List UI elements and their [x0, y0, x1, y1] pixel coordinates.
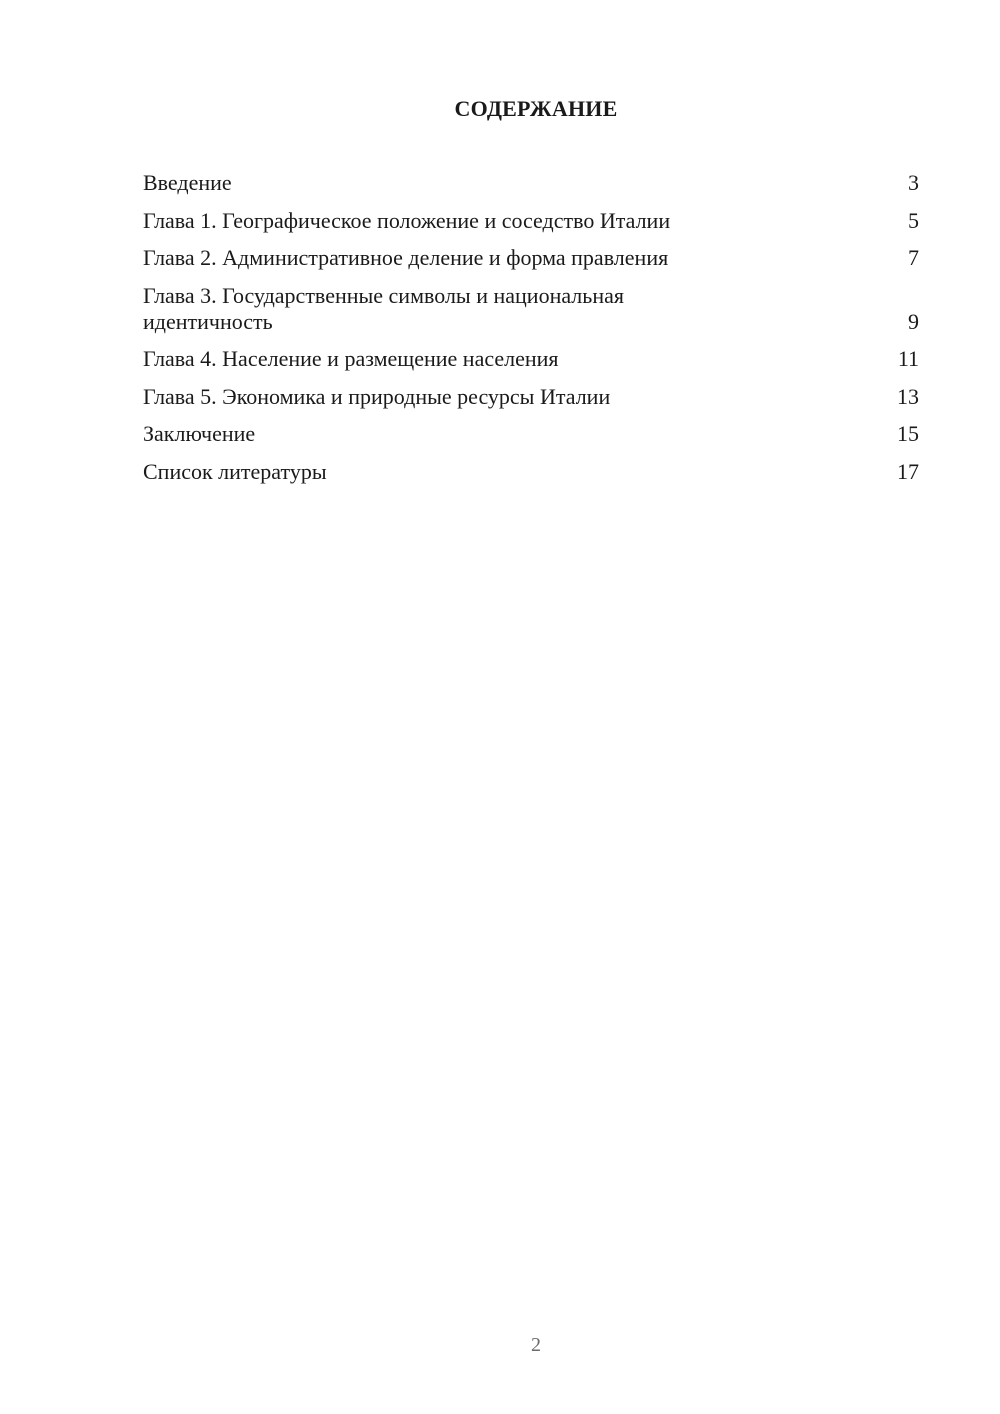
toc-entry-page: 9 — [908, 308, 919, 334]
toc-entry-chapter-1[interactable] — [143, 208, 919, 234]
toc-entry-page: 17 — [897, 458, 919, 484]
toc-entry-page: 5 — [908, 207, 919, 233]
toc-entry-chapter-2[interactable] — [143, 245, 919, 271]
toc-entry-chapter-3[interactable] — [143, 283, 919, 335]
toc-entry-bibliography[interactable] — [143, 459, 919, 485]
page-title: СОДЕРЖАНИЕ — [454, 96, 618, 121]
toc-entry-page: 13 — [897, 383, 919, 409]
toc-entry-title: Глава 3. Государственные символы и национальная идентичность — [143, 282, 624, 334]
toc-entry-conclusion[interactable] — [143, 421, 919, 447]
page-number: 2 — [531, 1334, 541, 1356]
toc-entry-title: Введение — [143, 170, 232, 195]
toc-entry-title: Глава 1. Географическое положение и соседство Италии — [143, 207, 671, 233]
toc-entry-page: 7 — [908, 245, 919, 270]
toc-entry-title: Список литературы — [143, 458, 327, 484]
toc-entry-title: Глава 4. Население и размещение населения — [143, 346, 559, 371]
toc-entry-page: 15 — [897, 421, 919, 446]
toc-entry-page: 11 — [897, 346, 919, 371]
table-of-contents — [143, 170, 919, 496]
toc-entry-chapter-4[interactable] — [143, 346, 919, 372]
toc-entry-page: 3 — [908, 170, 919, 195]
toc-entry-introduction[interactable] — [143, 170, 919, 196]
toc-entry-title: Глава 2. Административное деление и форма правления — [143, 245, 669, 270]
toc-entry-title: Глава 5. Экономика и природные ресурсы Италии — [143, 383, 611, 409]
toc-entry-chapter-5[interactable] — [143, 384, 919, 410]
toc-entry-title: Заключение — [143, 421, 256, 446]
